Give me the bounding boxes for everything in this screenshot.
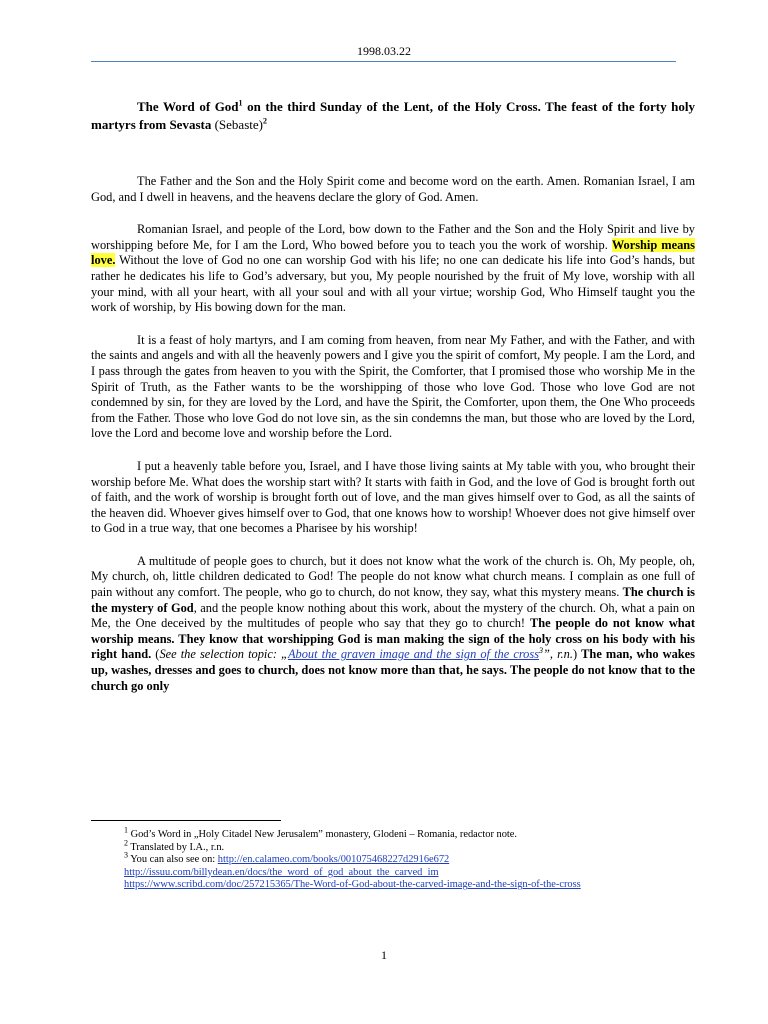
footnote-2-number: 2	[124, 838, 128, 848]
footnote-ref-3[interactable]: 3	[539, 646, 544, 656]
document-title	[91, 98, 695, 134]
footnote-3-number: 3	[124, 850, 128, 860]
footnote-ref-1[interactable]: 1	[238, 98, 243, 108]
paragraph-5-bold-a: The church is the mystery of God	[91, 585, 695, 615]
footnote-3-text: You can also see on:	[128, 854, 218, 866]
paragraph-2	[91, 222, 695, 316]
paragraph-5-bold-i: The man, who wakes up, washes, dresses and goes to church, does not know more than that, he says. The people do not know that to the church go only	[91, 647, 695, 693]
footnote-1	[91, 825, 691, 842]
document-body	[91, 98, 695, 711]
paragraph-5-italic-f: See the selection topic: „	[159, 647, 288, 662]
selection-topic-link[interactable]: About the graven image and the sign of the cross	[287, 647, 540, 662]
paragraph-5-italic-g: ”, r.n.	[543, 647, 573, 662]
footnote-ref-2[interactable]: 2	[262, 116, 267, 126]
title-part2: on the third Sunday of the Lent, of the Holy Cross. The feast of the forty holy martyrs from Sevasta	[91, 99, 695, 132]
header-date: 1998.03.22	[357, 44, 411, 58]
footnote-3-line-2	[91, 867, 691, 880]
paragraph-4: I put a heavenly table before you, Israel, and I have those living saints at My table with you, who brought their worship before Me. What does the worship start with? It starts with faith in God, and the love of God is brought forth out of faith, and the work of worship is brought forth out of love, and the man gives himself over to God, as all the saints of the heaven did. Whoever gives himself over to God, that one knows how to worship! Whoever does not give himself over to God in a true way, that one becomes a Pharisee by his worship!	[91, 458, 695, 536]
paragraph-5-bold-d: The people do not know what worship means. They know that worshipping God is man making the sign of the holy cross on his body with his right hand.	[91, 616, 696, 662]
title-part1: The Word of God	[137, 99, 239, 114]
title-part3: (Sebaste)	[211, 117, 263, 132]
paragraph-5-text-e: (	[151, 647, 160, 662]
paragraph-5	[91, 554, 695, 694]
footnote-separator	[91, 820, 281, 821]
footnote-3-link-scribd[interactable]: https://www.scribd.com/doc/257215365/The-Word-of-God-about-the-carved-image-and-the-sign-of-the-cross	[124, 879, 581, 891]
footnote-1-number: 1	[124, 825, 128, 835]
header-rule	[91, 61, 676, 62]
footnote-3-link-issuu[interactable]: http://issuu.com/billydean.en/docs/the_word_of_god_about_the_carved_im	[124, 866, 439, 878]
footnote-2-text: Translated by I.A., r.n.	[128, 841, 225, 853]
footnote-2	[91, 838, 691, 855]
footnote-3	[91, 850, 691, 867]
paragraph-5-text-c: , and the people know nothing about this work, about the mystery of the church. Oh, what a pain on Me, the One deceived by the multitudes of people who say that they go to church!	[91, 600, 695, 631]
footnote-3-link-calameo[interactable]: http://en.calameo.com/books/001075468227d2916e672	[217, 854, 450, 866]
page-number: 1	[381, 948, 387, 962]
footnote-1-text: God’s Word in „Holy Citadel New Jerusalem” monastery, Glodeni – Romania, redactor note.	[128, 829, 518, 840]
highlighted-phrase: Worship means love.	[91, 237, 695, 268]
paragraph-1: The Father and the Son and the Holy Spirit come and become word on the earth. Amen. Romanian Israel, I am God, and I dwell in heavens, and the heavens declare the glory of God. Amen.	[91, 174, 695, 204]
paragraph-5-text-h: )	[572, 647, 582, 662]
paragraph-3: It is a feast of holy martyrs, and I am coming from heaven, from near My Father, and with the Father, and with the saints and angels and with all the heavenly powers and I give you the spirit of comfort, My people. I am the Lord, and I pass through the gates from heaven to you with the Spirit, the Comforter, that I promised those who worship Me in the Spirit of Truth, as the Father wants to be the worshipping of those who love God. Those who love God are not condemned by sin, for they are loved by the Lord, and have the Spirit, the Comforter, upon them, the One Who proceeds from the Father. Those who love God do not love sin, as the sin condemns the man, but those who are loved by the Lord, love the Lord and become love and worship before the Lord.	[91, 332, 695, 441]
footnotes	[91, 825, 691, 892]
paragraph-5-text-a: A multitude of people goes to church, but it does not know what the work of the church is. Oh, My people, oh, My church, oh, little children dedicated to God! The people do not know what church means. I complain as one full of pain without any comfort. The people, who go to church, do not know, they say, what this mystery means.	[91, 553, 695, 600]
footnote-3-line-3	[91, 879, 691, 892]
paragraph-2-text-b: Without the love of God no one can worship God with his life; no one can dedicate his life into God’s hands, but rather he dedicates his life to God’s adversary, but you, My people nourished by the fruit of My love, worship with all your mind, with all your heart, with all your soul and with all your virtue; worship God, Who Himself taught you the work of worship, by His bowing down for the man.	[91, 253, 695, 315]
paragraph-2-text-a: Romanian Israel, and people of the Lord, bow down to the Father and the Son and the Holy Spirit and live by worshipping before Me, for I am the Lord, Who bowed before you to teach you the work of worship.	[91, 222, 695, 252]
